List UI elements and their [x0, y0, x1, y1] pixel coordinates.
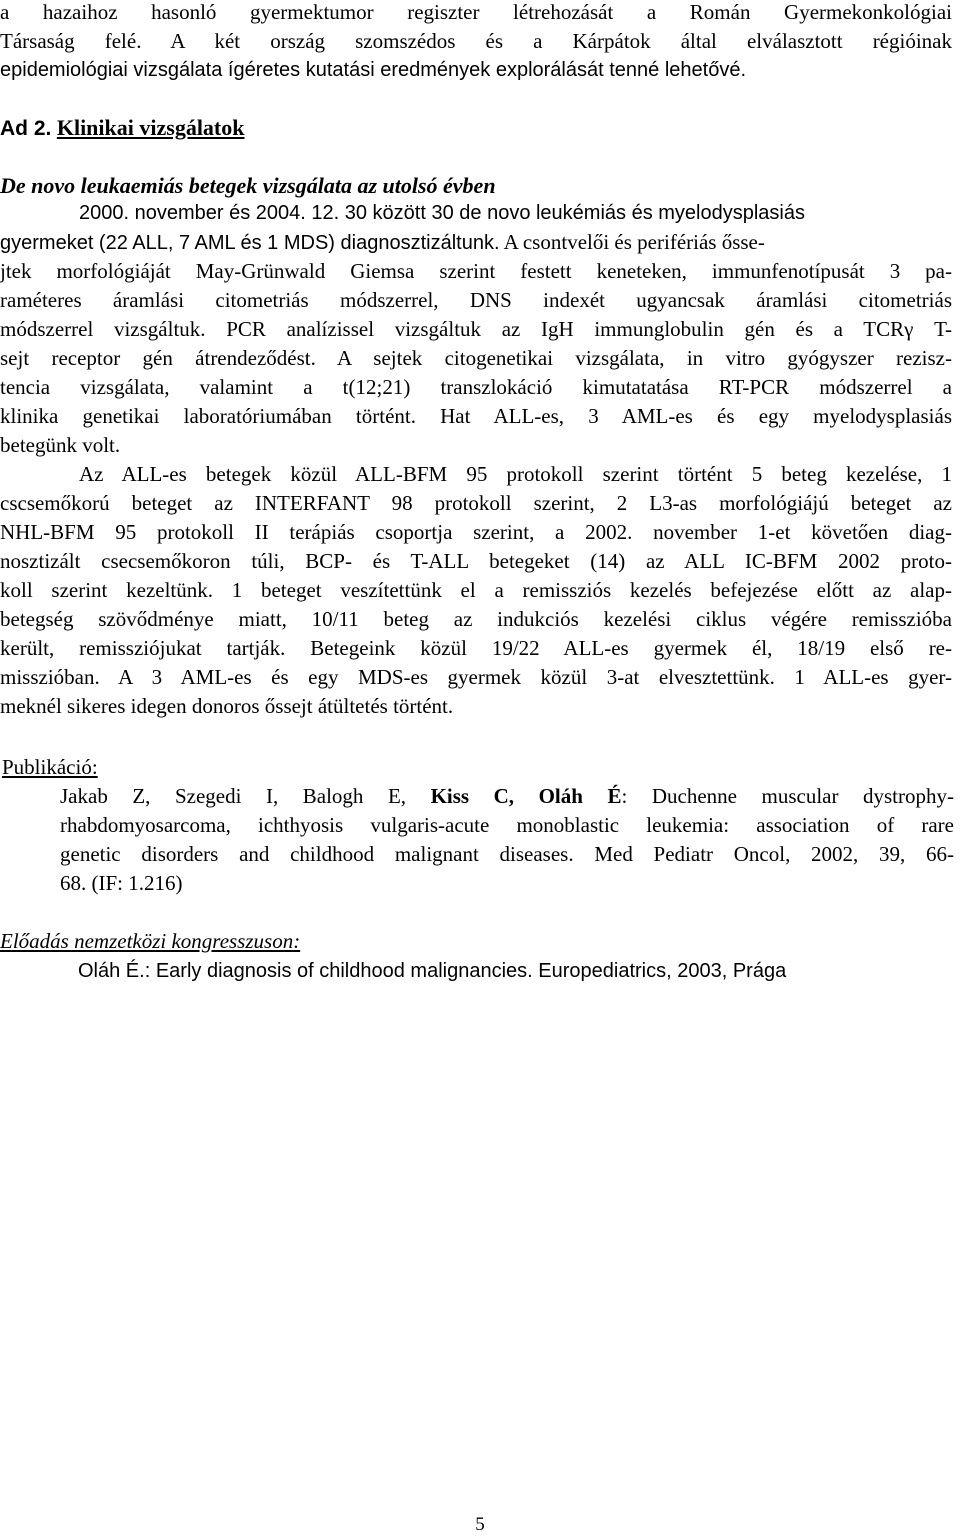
paragraph-line: jtek morfológiáját May-Grünwald Giemsa szerint festett keneteken, immunfenotípusát 3 pa- — [0, 259, 952, 283]
paragraph-line-part: gyermeket (22 ALL, 7 AML és 1 MDS) diagnosztizáltunk. — [0, 232, 500, 254]
publication-entry — [60, 782, 954, 898]
publication-line: genetic disorders and childhood malignant diseases. Med Pediatr Oncol, 2002, 39, 66- — [60, 842, 954, 866]
paragraph-line: raméteres áramlási citometriás módszerrel, DNS indexét ugyancsak áramlási citometriás — [0, 288, 952, 312]
lecture-entry — [78, 956, 786, 986]
section-heading — [0, 114, 245, 143]
intro-line: epidemiológiai vizsgálata ígéretes kutatási eredmények explorálását tenné lehetővé. — [0, 59, 747, 81]
publication-author-separator: , — [508, 784, 539, 808]
paragraph-line: tencia vizsgálata, valamint a t(12;21) transzlokáció kimutatatása RT-PCR módszerrel a — [0, 375, 952, 399]
intro-line: Társaság felé. A két ország szomszédos és a Kárpátok által elválasztott régióinak — [0, 29, 952, 53]
paragraph-line: módszerrel vizsgáltuk. PCR analízissel vizsgáltuk az IgH immunglobulin gén és a TCRγ T- — [0, 317, 952, 341]
paragraph-line: koll szerint kezeltünk. 1 beteget veszítettünk el a remissziós kezelés befejezése előtt az alap- — [0, 578, 952, 602]
publication-author-bold: Kiss C — [430, 784, 509, 808]
study-paragraph — [0, 199, 952, 460]
paragraph-line: került, remissziójukat tartják. Betegeink közül 19/22 ALL-es gyermek él, 18/19 első re- — [0, 636, 952, 660]
lecture-label: Előadás nemzetközi kongresszuson: — [0, 929, 301, 953]
section-title: Klinikai vizsgálatok — [56, 115, 245, 140]
paragraph-line: NHL-BFM 95 protokoll II terápiás csoportja szerint, a 2002. november 1-et követően diag- — [0, 520, 952, 544]
page-number: 5 — [475, 1514, 485, 1535]
paragraph-line: misszióban. A 3 AML-es és egy MDS-es gyermek közül 3-at elvesztettünk. 1 ALL-es gyer- — [0, 665, 952, 689]
intro-line: a hazaihoz hasonló gyermektumor regiszter létrehozását a Román Gyermekonkológiai — [0, 0, 952, 24]
paragraph-line-part: A csontvelői és perifériás ősse- — [499, 230, 765, 254]
section-prefix: Ad 2. — [0, 117, 52, 140]
paragraph-line: Az ALL-es betegek közül ALL-BFM 95 protokoll szerint történt 5 beteg kezelése, 1 — [79, 462, 952, 486]
subsection-heading: De novo leukaemiás betegek vizsgálata az utolsó évben — [0, 173, 496, 198]
paragraph-line — [0, 228, 952, 257]
paragraph-line: betegség szövődménye miatt, 10/11 beteg az indukciós kezelési ciklus végére remisszióba — [0, 607, 952, 631]
treatment-paragraph — [0, 460, 952, 721]
paragraph-line: betegünk volt. — [0, 433, 121, 457]
paragraph-line: sejt receptor gén átrendeződést. A sejtek citogenetikai vizsgálata, in vitro gyógyszer rezisz- — [0, 346, 952, 370]
lecture-author: Oláh É. — [78, 960, 145, 982]
publication-label: Publikáció: — [2, 755, 98, 779]
publication-line — [60, 782, 954, 811]
paragraph-line: 2000. november és 2004. 12. 30 között 30 de novo leukémiás és myelodysplasiás — [79, 202, 805, 224]
publication-title-start: : Duchenne muscular dystrophy- — [621, 784, 955, 808]
publication-line: 68. (IF: 1.216) — [60, 871, 183, 895]
paragraph-line: nosztizált csecsemőkoron túli, BCP- és T-ALL betegeket (14) az ALL IC-BFM 2002 proto- — [0, 549, 952, 573]
publication-line: rhabdomyosarcoma, ichthyosis vulgaris-acute monoblastic leukemia: association of rare — [60, 813, 954, 837]
publication-author-bold: Oláh É — [538, 784, 622, 808]
publication-authors: Jakab Z, Szegedi I, Balogh E, — [60, 784, 431, 808]
paragraph-line: meknél sikeres idegen donoros őssejt átültetés történt. — [0, 694, 454, 718]
paragraph-line: klinika genetikai laboratóriumában történt. Hat ALL-es, 3 AML-es és egy myelodysplasiás — [0, 404, 952, 428]
paragraph-line: cscsemőkorú beteget az INTERFANT 98 protokoll szerint, 2 L3-as morfológiájú beteget az — [0, 491, 952, 515]
lecture-text: : Early diagnosis of childhood malignancies. Europediatrics, 2003, Prága — [144, 960, 787, 982]
intro-paragraph — [0, 0, 952, 85]
